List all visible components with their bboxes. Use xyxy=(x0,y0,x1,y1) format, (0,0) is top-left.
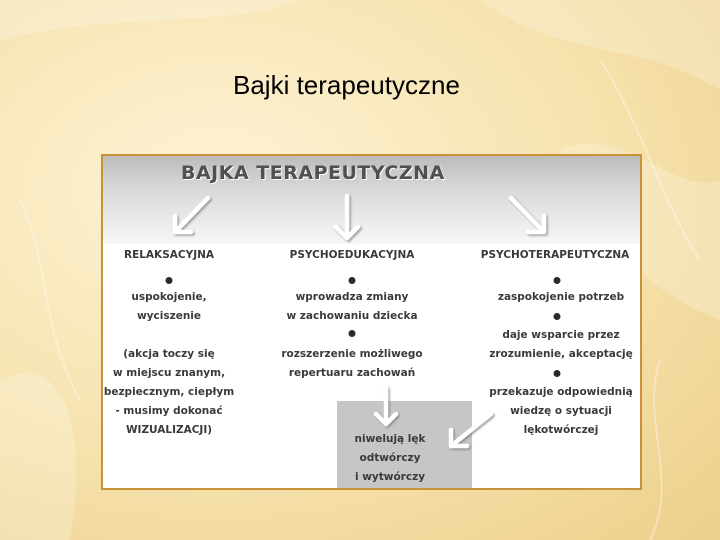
text-line: w miejscu znanym, xyxy=(112,367,226,379)
bullet xyxy=(554,370,561,377)
text-line: zaspokojenie potrzeb xyxy=(497,291,625,303)
heading-psychoedukacyjna: PSYCHOEDUKACYJNA xyxy=(289,249,415,261)
arrow-to-result-from-right xyxy=(451,414,491,446)
text-line: lękotwórczej xyxy=(523,424,599,436)
bullet xyxy=(554,313,561,320)
text-line: w zachowaniu dziecka xyxy=(286,310,418,322)
diagram-title: BAJKA TERAPEUTYCZNA xyxy=(181,162,445,184)
text-line: przekazuje odpowiednią xyxy=(489,386,633,398)
text-line: WIZUALIZACJI) xyxy=(125,424,213,436)
result-line: odtwórczy xyxy=(359,452,421,464)
text-line: uspokojenie, xyxy=(131,291,207,303)
text-line: wiedzę o sytuacji xyxy=(510,405,612,417)
text-line: - musimy dokonać xyxy=(115,405,223,417)
heading-psychoterapeutyczna: PSYCHOTERAPEUTYCZNA xyxy=(480,249,630,261)
bullet xyxy=(554,277,561,284)
arrow-to-result xyxy=(376,388,396,424)
heading-relaksacyjna: RELAKSACYJNA xyxy=(123,249,215,261)
bullet xyxy=(166,277,173,284)
text-line: zrozumienie, akceptację xyxy=(489,348,633,360)
result-line: niwelują lęk xyxy=(354,433,426,445)
diagram-panel xyxy=(101,154,642,490)
text-line: bezpiecznym, ciepłym xyxy=(103,386,235,398)
text-line: repertuaru zachowań xyxy=(288,367,416,379)
text-line: wyciszenie xyxy=(136,310,202,322)
text-line: wprowadza zmiany xyxy=(295,291,409,303)
arrow-to-relaksacyjna xyxy=(175,198,208,232)
arrow-to-psychoedukacyjna xyxy=(336,196,358,238)
text-line: rozszerzenie możliwego xyxy=(281,348,423,360)
result-line: i wytwórczy xyxy=(354,471,426,483)
slide-title: Bajki terapeutyczne xyxy=(233,70,460,100)
bullet xyxy=(349,277,356,284)
bullet xyxy=(349,330,356,337)
text-line: daje wsparcie przez xyxy=(502,329,620,341)
arrow-to-psychoterapeutyczna xyxy=(511,198,544,232)
text-line: (akcja toczy się xyxy=(123,348,215,360)
